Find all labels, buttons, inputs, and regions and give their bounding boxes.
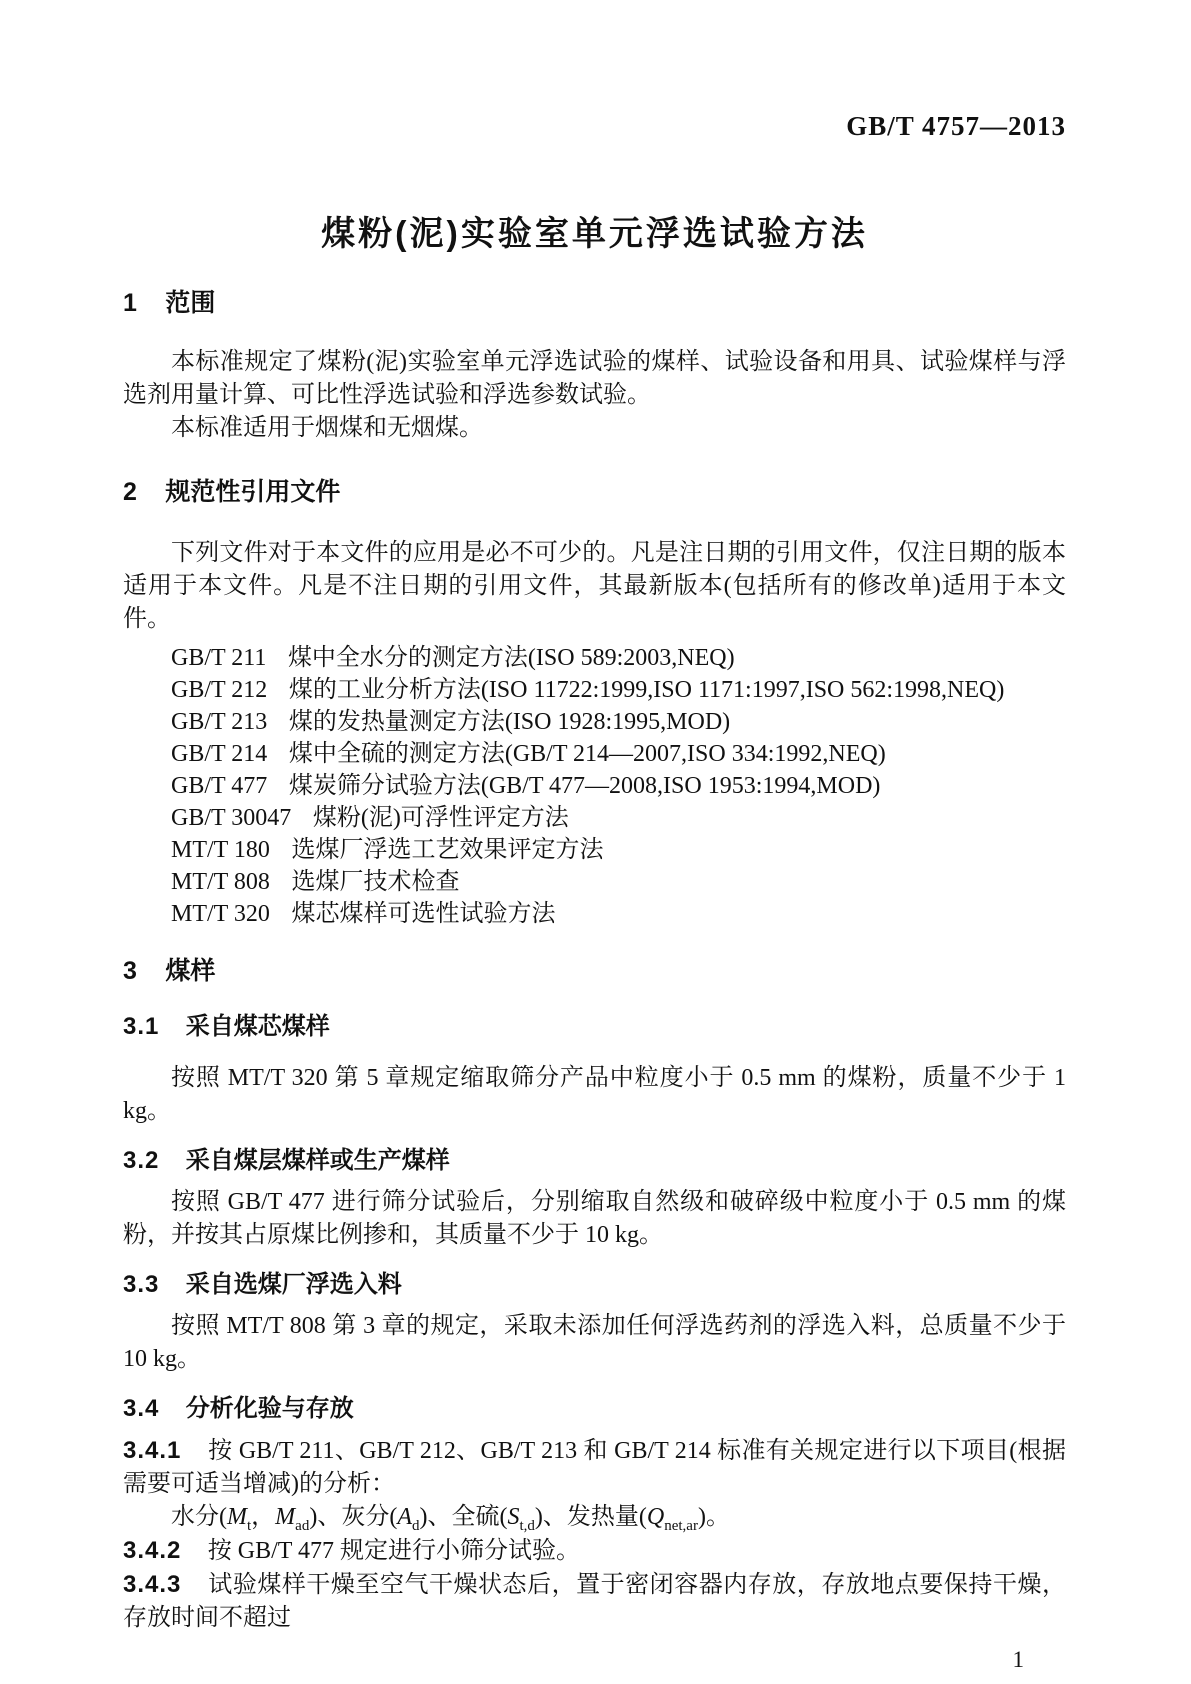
clause-3-4-2-text: 按 GB/T 477 规定进行小筛分试验。 xyxy=(207,1538,581,1564)
section-3-1-paragraph: 按照 MT/T 320 第 5 章规定缩取筛分产品中粒度小于 0.5 mm 的煤粉，质量不少于 1 kg。 xyxy=(123,1065,1066,1124)
section-1-title: 范围 xyxy=(165,289,216,317)
clause-3-4-1-number: 3.4.1 xyxy=(123,1437,182,1464)
section-3-2-paragraph: 按照 GB/T 477 进行筛分试验后，分别缩取自然级和破碎级中粒度小于 0.5 mm 的煤粉，并按其占原煤比例掺和，其质量不少于 10 kg。 xyxy=(123,1189,1066,1248)
clause-3-4-2 xyxy=(123,1534,1066,1568)
reference-item xyxy=(123,866,1066,898)
reference-item xyxy=(123,706,1066,738)
formula-text: )、灰分( xyxy=(309,1504,398,1530)
section-3-1-heading xyxy=(123,1010,1066,1044)
section-1-number: 1 xyxy=(123,289,138,317)
reference-item xyxy=(123,898,1066,930)
reference-item xyxy=(123,674,1066,706)
clause-3-4-3 xyxy=(123,1568,1066,1635)
section-2-heading xyxy=(123,475,1066,509)
reference-item xyxy=(123,834,1066,866)
reference-code: MT/T 808 xyxy=(171,869,270,895)
reference-code: GB/T 213 xyxy=(171,709,268,735)
clause-3-4-3-number: 3.4.3 xyxy=(123,1571,182,1598)
section-3-2-number: 3.2 xyxy=(123,1147,160,1174)
section-3-heading xyxy=(123,954,1066,988)
formula-text: ， xyxy=(251,1504,276,1530)
normative-reference-list xyxy=(123,642,1066,930)
analysis-parameters-formula xyxy=(123,1501,1066,1534)
clause-3-4-1 xyxy=(123,1434,1066,1501)
reference-item xyxy=(123,802,1066,834)
reference-code: MT/T 320 xyxy=(171,901,270,927)
section-2-number: 2 xyxy=(123,478,138,506)
section-3-title: 煤样 xyxy=(165,957,216,985)
reference-item xyxy=(123,770,1066,802)
reference-code: GB/T 477 xyxy=(171,773,268,799)
subscript: net,ar xyxy=(664,1517,698,1534)
reference-item xyxy=(123,738,1066,770)
section-3-4-title: 分析化验与存放 xyxy=(185,1395,354,1422)
section-1-paragraph-1: 本标准规定了煤粉(泥)实验室单元浮选试验的煤样、试验设备和用具、试验煤样与浮选剂用量计算、可比性浮选试验和浮选参数试验。 xyxy=(123,349,1066,408)
section-2-intro: 下列文件对于本文件的应用是必不可少的。凡是注日期的引用文件，仅注日期的版本适用于本文件。凡是不注日期的引用文件，其最新版本(包括所有的修改单)适用于本文件。 xyxy=(123,540,1066,632)
reference-title: 选煤厂浮选工艺效果评定方法 xyxy=(291,837,604,863)
reference-title: 煤中全硫的测定方法(GB/T 214—2007,ISO 334:1992,NEQ) xyxy=(288,741,886,767)
section-2-title: 规范性引用文件 xyxy=(165,478,341,506)
document-title: 煤粉(泥)实验室单元浮选试验方法 xyxy=(321,215,868,253)
reference-title: 煤的工业分析方法(ISO 11722:1999,ISO 1171:1997,ISO 562:1998,NEQ) xyxy=(288,677,1005,703)
section-3-3-title: 采自选煤厂浮选入料 xyxy=(185,1271,402,1298)
section-3-2-title: 采自煤层煤样或生产煤样 xyxy=(185,1147,450,1174)
subscript: t xyxy=(247,1517,252,1534)
section-3-3-paragraph: 按照 MT/T 808 第 3 章的规定，采取未添加任何浮选药剂的浮选入料，总质量不少于 10 kg。 xyxy=(123,1313,1066,1372)
formula-text: 水分( xyxy=(171,1504,227,1530)
clause-3-4-3-text: 试验煤样干燥至空气干燥状态后，置于密闭容器内存放，存放地点要保持干燥，存放时间不超过 xyxy=(123,1572,1066,1631)
section-1-heading xyxy=(123,286,1066,320)
reference-title: 煤的发热量测定方法(ISO 1928:1995,MOD) xyxy=(288,709,731,735)
symbol-calorific-value: Q xyxy=(646,1504,665,1530)
section-3-3-heading xyxy=(123,1268,1066,1302)
subscript: d xyxy=(412,1517,420,1534)
section-3-1-title: 采自煤芯煤样 xyxy=(185,1013,330,1040)
clause-3-4-1-text: 按 GB/T 211、GB/T 212、GB/T 213 和 GB/T 214 标准有关规定进行以下项目(根据需要可适当增减)的分析： xyxy=(123,1438,1066,1497)
symbol-moisture-total: M xyxy=(227,1504,247,1530)
section-1-paragraph-2: 本标准适用于烟煤和无烟煤。 xyxy=(171,415,483,441)
formula-text: )、全硫( xyxy=(419,1504,508,1530)
section-3-3-number: 3.3 xyxy=(123,1271,160,1298)
symbol-ash: A xyxy=(397,1504,412,1530)
reference-title: 煤中全水分的测定方法(ISO 589:2003,NEQ) xyxy=(287,645,735,671)
reference-title: 选煤厂技术检查 xyxy=(291,869,460,895)
formula-text: )。 xyxy=(697,1504,730,1530)
section-3-2-heading xyxy=(123,1144,1066,1178)
reference-code: GB/T 214 xyxy=(171,741,268,767)
section-3-4-number: 3.4 xyxy=(123,1395,160,1422)
subscript: ad xyxy=(295,1517,310,1534)
subscript: t,d xyxy=(519,1517,535,1534)
section-3-number: 3 xyxy=(123,957,138,985)
symbol-moisture-ad: M xyxy=(275,1504,296,1530)
reference-code: MT/T 180 xyxy=(171,837,270,863)
reference-code: GB/T 211 xyxy=(171,645,267,671)
reference-code: GB/T 30047 xyxy=(171,805,292,831)
formula-text: )、发热量( xyxy=(534,1504,647,1530)
reference-code: GB/T 212 xyxy=(171,677,268,703)
symbol-sulfur: S xyxy=(507,1504,520,1530)
section-3-1-number: 3.1 xyxy=(123,1013,160,1040)
reference-title: 煤芯煤样可选性试验方法 xyxy=(291,901,556,927)
reference-title: 煤粉(泥)可浮性评定方法 xyxy=(312,805,569,831)
page-number: 1 xyxy=(1012,1647,1024,1672)
reference-item xyxy=(123,642,1066,674)
standard-number: GB/T 4757—2013 xyxy=(846,111,1066,141)
reference-title: 煤炭筛分试验方法(GB/T 477—2008,ISO 1953:1994,MOD) xyxy=(288,773,881,799)
clause-3-4-2-number: 3.4.2 xyxy=(123,1537,182,1564)
section-3-4-heading xyxy=(123,1392,1066,1426)
